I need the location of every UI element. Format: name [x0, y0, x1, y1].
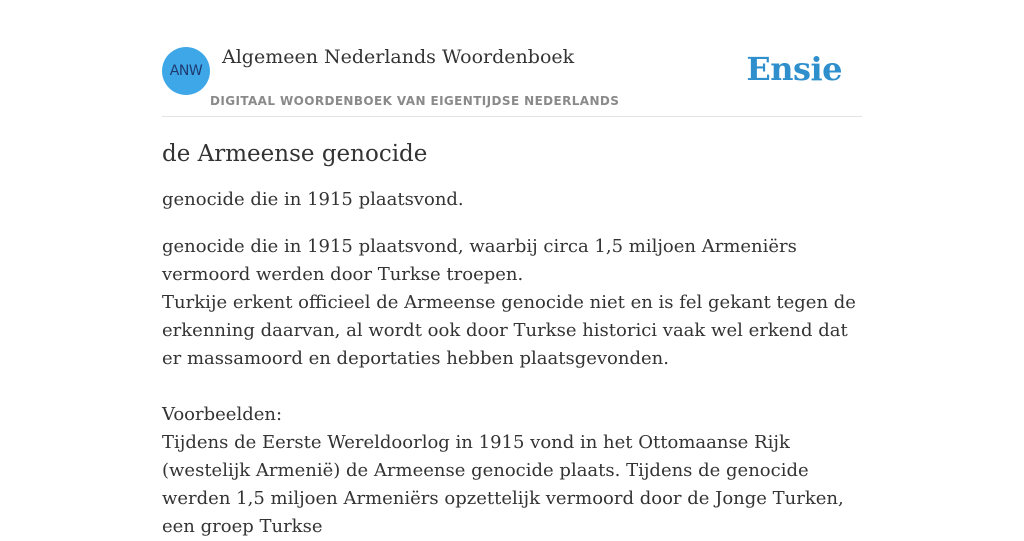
anw-logo-text: ANW [169, 63, 203, 79]
site-header [162, 44, 862, 117]
examples-label: Voorbeelden: [162, 404, 283, 425]
ensie-brand-logo[interactable]: Ensie [746, 50, 842, 88]
site-title[interactable]: Algemeen Nederlands Woordenboek [222, 46, 575, 68]
definition-paragraph: genocide die in 1915 plaatsvond, waarbij circa 1,5 miljoen Armeniërs vermoord werden door Turkse troepen. [162, 236, 797, 285]
paragraph-spacer [162, 373, 862, 401]
site-subtitle: DIGITAAL WOORDENBOEK VAN EIGENTIJDSE NEDERLANDS [210, 94, 620, 108]
short-definition: genocide die in 1915 plaatsvond. [162, 189, 464, 210]
anw-logo[interactable] [162, 47, 210, 95]
example-text: Tijdens de Eerste Wereldoorlog in 1915 vond in het Ottomaanse Rijk (westelijk Armenië) de Armeense genocide plaats. Tijdens de genocide werden 1,5 miljoen Armeniërs opzettelijk vermoord door de Jonge Turken, een groep Turkse [162, 432, 844, 537]
definition-paragraph: Turkije erkent officieel de Armeense genocide niet en is fel gekant tegen de erkenning daarvan, al wordt ook door Turkse historici vaak wel erkend dat er massamoord en deportaties hebben plaatsgevonden. [162, 292, 856, 369]
entry-term: de Armeense genocide [162, 141, 428, 167]
long-definition [162, 233, 862, 541]
entry-content [162, 136, 862, 541]
